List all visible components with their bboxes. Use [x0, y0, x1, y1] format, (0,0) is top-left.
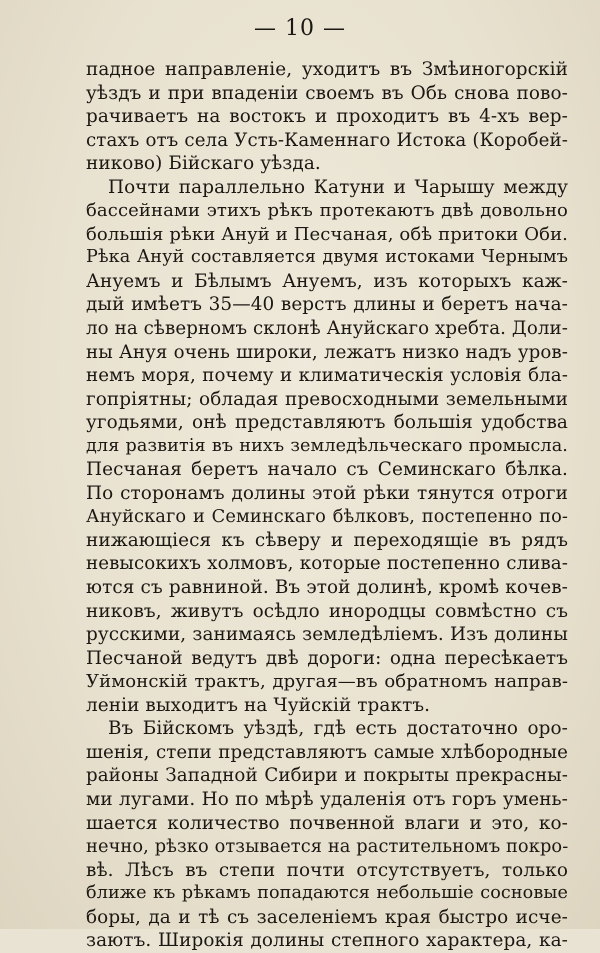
text-line: Песчаная беретъ начало съ Семинскаго бѣлка.: [86, 459, 568, 481]
text-line: Въ Бійскомъ уѣздѣ, гдѣ есть достаточно оро-: [108, 718, 568, 740]
text-line: боры, да и тѣ съ заселеніемъ края быстро исче-: [86, 906, 568, 928]
text-line: дый имѣетъ 35—40 верстъ длины и беретъ нача-: [86, 294, 568, 316]
text-line: угодьями, онѣ представляютъ большія удобства: [86, 412, 568, 434]
text-line: Почти параллельно Катуни и Чарышу между: [108, 176, 568, 198]
text-line: невысокихъ холмовъ, которые постепенно слива-: [86, 553, 568, 575]
text-line: ны Ануя очень широки, лежатъ низко надъ уров-: [86, 341, 568, 363]
text-line: никово) Бійскаго уѣзда.: [86, 153, 321, 175]
text-line: нижающіеся къ сѣверу и переходящіе въ рядъ: [86, 529, 568, 551]
text-line: Рѣка Ануй составляется двумя истоками Чернымъ: [86, 247, 568, 268]
text-line: бассейнами этихъ рѣкъ протекаютъ двѣ довольно: [86, 200, 568, 222]
text-line: Ануемъ и Бѣлымъ Ануемъ, изъ которыхъ каж-: [86, 270, 568, 292]
text-line: немъ моря, почему и климатическія условія бла-: [86, 365, 568, 387]
text-line: рачиваетъ на востокъ и проходитъ въ 4-хъ вер-: [86, 106, 568, 128]
text-line: падное направленіе, уходитъ въ Змѣиногорскій: [86, 59, 568, 80]
text-line: леніи выходитъ на Чуйскій трактъ.: [86, 694, 431, 716]
text-line: стахъ отъ села Усть-Каменнаго Истока (Коробей-: [86, 129, 568, 151]
text-line: шенія, степи представляютъ самые хлѣбородные: [86, 741, 568, 763]
text-line: Уймонскій трактъ, другая—въ обратномъ направ-: [86, 671, 568, 693]
text-line: районы Западной Сибири и покрыты прекрасны-: [86, 765, 568, 787]
text-line: для развитія въ нихъ земледѣльческаго промысла.: [86, 435, 568, 456]
text-line: большія рѣки Ануй и Песчаная, обѣ притоки Оби.: [86, 223, 568, 245]
text-line: шается количество почвенной влаги и это, ко-: [86, 812, 568, 834]
text-line: вѣ. Лѣсъ въ степи почти отсутствуетъ, только: [86, 859, 568, 881]
text-line: гопріятны; обладая превосходными земельными: [86, 388, 568, 410]
text-line: заютъ. Широкія долины степного характера, ка-: [86, 930, 568, 952]
text-line: Песчаной ведутъ двѣ дороги: одна пересѣкаетъ: [86, 647, 568, 669]
text-line: никовъ, живутъ осѣдло инородцы совмѣстно съ: [86, 600, 568, 622]
page-number: — 10 —: [254, 16, 346, 41]
body-text: [86, 58, 568, 953]
text-line: Ануйскаго и Семинскаго бѣлковъ, постепенно по-: [86, 506, 568, 528]
text-line: ло на сѣверномъ склонѣ Ануйскаго хребта. Доли-: [86, 318, 568, 340]
text-line: нечно, рѣзко отзывается на растительномъ покро-: [86, 836, 568, 858]
text-line: ближе къ рѣкамъ попадаются небольшіе сосновые: [86, 883, 568, 904]
text-line: По сторонамъ долины этой рѣки тянутся отроги: [86, 482, 568, 504]
text-line: ми лугами. Но по мѣрѣ удаленія отъ горъ умень-: [86, 788, 568, 810]
text-line: ются съ равниной. Въ этой долинѣ, кромѣ кочев-: [86, 577, 568, 599]
text-line: уѣздъ и при впаденіи своемъ въ Обь снова пово-: [86, 82, 568, 104]
text-line: русскими, занимаясь земледѣліемъ. Изъ долины: [86, 624, 568, 646]
